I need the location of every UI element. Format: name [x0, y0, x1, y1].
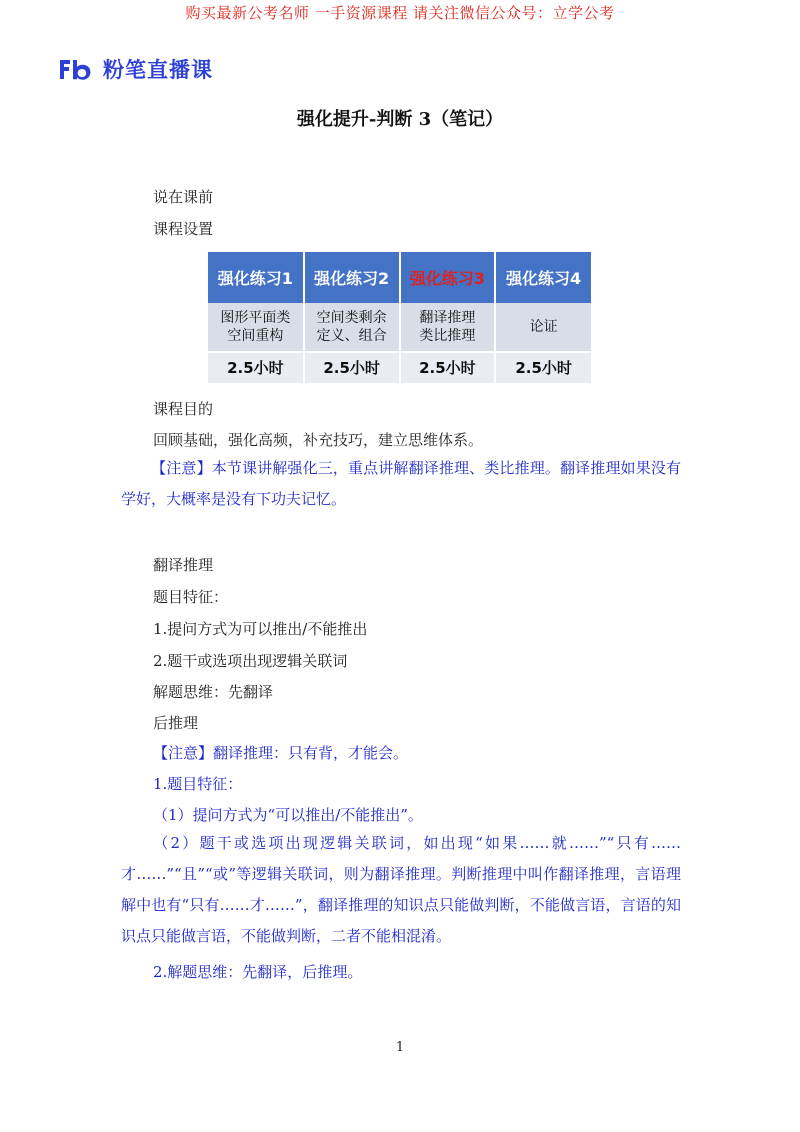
table-cell-topic	[400, 303, 496, 352]
table-cell-topic	[495, 303, 591, 352]
translation-note: 【注意】翻译推理：只有背，才能会。	[153, 744, 409, 762]
table-header-2: 强化练习2	[304, 252, 400, 303]
note-thinking: 2.解题思维：先翻译，后推理。	[153, 963, 363, 981]
table-header-1: 强化练习1	[208, 252, 304, 303]
table-cell-hours: 2.5小时	[400, 352, 496, 383]
table-cell-topic	[304, 303, 400, 352]
course-setup-label: 课程设置	[153, 220, 214, 238]
after-text: 后推理	[153, 714, 199, 732]
page-number: 1	[395, 1040, 405, 1055]
table-header-4: 强化练习4	[495, 252, 591, 303]
table-cell-topic	[208, 303, 304, 352]
note-feature-2-text: （2）题干或选项出现逻辑关联词，如出现“如果……就……”“只有……才……”“且”“或”等逻辑关联词，则为翻译推理。判断推理中叫作翻译推理，言语理解中也有“只有……才……”，翻译推理的知识点只能做判断，不能做言语，言语的知识点只能做言语，不能做判断，二者不能相混淆。	[121, 834, 681, 945]
page-title: 强化提升-判断 3（笔记）	[296, 109, 504, 130]
fb-logo-icon	[57, 56, 97, 82]
table-cell-hours: 2.5小时	[208, 352, 304, 383]
course-schedule-table	[208, 252, 591, 383]
feature-label: 题目特征：	[153, 588, 229, 606]
topic-line: 论证	[529, 319, 558, 335]
topic-line: 类比推理	[419, 328, 476, 344]
brand-logo	[57, 54, 213, 84]
goal-text: 回顾基础，强化高频，补充技巧，建立思维体系。	[153, 431, 484, 449]
feature-1: 1.提问方式为可以推出/不能推出	[153, 620, 368, 638]
feature-2: 2.题干或选项出现逻辑关联词	[153, 652, 348, 670]
topic-line: 定义、组合	[316, 328, 387, 344]
topic-line: 空间重构	[227, 328, 284, 344]
note-feature-label: 1.题目特征：	[153, 775, 243, 793]
translation-heading: 翻译推理	[153, 556, 214, 574]
goal-note	[121, 453, 681, 515]
goal-heading: 课程目的	[153, 400, 214, 418]
topic-line: 空间类剩余	[316, 310, 387, 326]
topic-line: 图形平面类	[220, 310, 291, 326]
intro-heading: 说在课前	[153, 188, 214, 206]
note-feature-1: （1）提问方式为“可以推出/不能推出”。	[153, 806, 423, 824]
thinking-text: 解题思维：先翻译	[153, 683, 274, 701]
topic-line: 翻译推理	[419, 310, 476, 326]
promo-banner: 购买最新公考名师 一手资源课程 请关注微信公众号：立学公考	[185, 4, 615, 22]
table-cell-hours: 2.5小时	[304, 352, 400, 383]
table-cell-hours: 2.5小时	[495, 352, 591, 383]
table-header-3: 强化练习3	[400, 252, 496, 303]
brand-name: 粉笔直播课	[103, 58, 213, 82]
goal-note-text: 【注意】本节课讲解强化三，重点讲解翻译推理、类比推理。翻译推理如果没有学好，大概率是没有下功夫记忆。	[121, 459, 681, 508]
note-feature-2	[121, 828, 681, 952]
